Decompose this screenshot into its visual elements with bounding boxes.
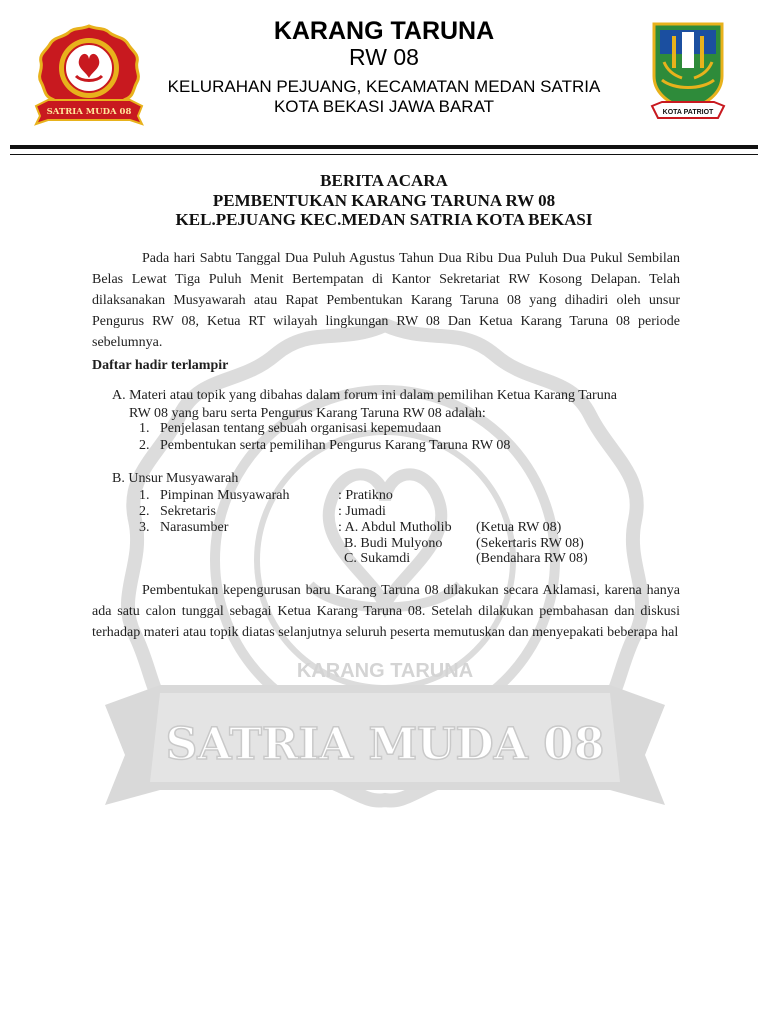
section-b-item-num: 3.: [139, 520, 150, 535]
narasumber-position: (Sekertaris RW 08): [476, 536, 584, 551]
section-b-item-num: 2.: [139, 504, 150, 519]
section-b-item-num: 1.: [139, 488, 150, 503]
title-line-2: PEMBENTUKAN KARANG TARUNA RW 08: [212, 190, 556, 210]
title-line-1: BERITA ACARA: [320, 171, 448, 190]
section-a-heading-cont: RW 08 yang baru serta Pengurus Karang Taruna RW 08 adalah:: [129, 406, 486, 421]
section-b-item-value: : A. Abdul Mutholib: [338, 520, 452, 535]
section-b-item-role: Pimpinan Musyawarah: [160, 488, 290, 503]
section-b-heading: B. Unsur Musyawarah: [112, 471, 239, 486]
narasumber-name: B. Budi Mulyono: [344, 536, 443, 551]
narasumber-position: (Ketua RW 08): [476, 520, 562, 535]
satria-muda-logo-text: SATRIA MUDA 08: [46, 107, 132, 117]
section-b-item-role: Sekretaris: [160, 504, 216, 519]
watermark-banner-text: SATRIA MUDA 08: [165, 719, 605, 770]
document-title: [80, 171, 688, 230]
section-a-item-num: 2.: [139, 438, 150, 453]
section-a-item-text: Pembentukan serta pemilihan Pengurus Karang Taruna RW 08: [160, 438, 511, 453]
satria-muda-logo: [34, 24, 144, 128]
org-name: KARANG TARUNA: [273, 17, 495, 45]
section-b-item-value: : Pratikno: [338, 488, 393, 503]
letterhead-divider-thin: [10, 154, 758, 155]
kota-bekasi-logo: [648, 18, 728, 124]
kota-bekasi-logo-text: KOTA PATRIOT: [662, 109, 714, 116]
section-b-item-value: : Jumadi: [338, 504, 386, 519]
org-unit: RW 08: [349, 44, 419, 70]
section-a-item-text: Penjelasan tentang sebuah organisasi kepemudaan: [160, 421, 442, 436]
address-line-1: KELURAHAN PEJUANG, KECAMATAN MEDAN SATRIA: [167, 77, 601, 96]
letterhead-divider-thick: [10, 145, 758, 149]
address-line-2: KOTA BEKASI JAWA BARAT: [273, 97, 495, 116]
attendance-note: Daftar hadir terlampir: [92, 358, 229, 373]
title-line-3: KEL.PEJUANG KEC.MEDAN SATRIA KOTA BEKASI: [175, 210, 593, 229]
closing-paragraph: Pembentukan kepengurusan baru Karang Taruna 08 dilakukan secara Aklamasi, karena hanya ada satu calon tunggal sebagai Ketua Karang Taruna 08. Setelah dilakukan pembahasan dan diskusi terhadap materi atau topik diatas selanjutnya seluruh peserta memutuskan dan menyepakati beberapa hal: [92, 583, 680, 640]
section-b-item-role: Narasumber: [160, 520, 229, 535]
section-a-heading: A. Materi atau topik yang dibahas dalam forum ini dalam pemilihan Ketua Karang Taruna: [112, 388, 617, 403]
watermark-ring-text: KARANG TARUNA: [296, 660, 474, 682]
narasumber-position: (Bendahara RW 08): [476, 551, 588, 566]
opening-paragraph: Pada hari Sabtu Tanggal Dua Puluh Agustus Tahun Dua Ribu Dua Puluh Dua Pukul Sembilan Belas Lewat Tiga Puluh Menit Bertempatan di Kantor Sekretariat RW Kosong Delapan. Telah dilaksanakan Musyawarah atau Rapat Pembentukan Karang Taruna 08 yang dihadiri oleh unsur Pengurus RW 08, Ketua RT wilayah lingkungan RW 08 Dan Ketua Karang Taruna 08 periode sebelumnya.: [92, 251, 680, 350]
narasumber-name: C. Sukamdi: [344, 551, 411, 566]
section-a-item-num: 1.: [139, 421, 150, 436]
